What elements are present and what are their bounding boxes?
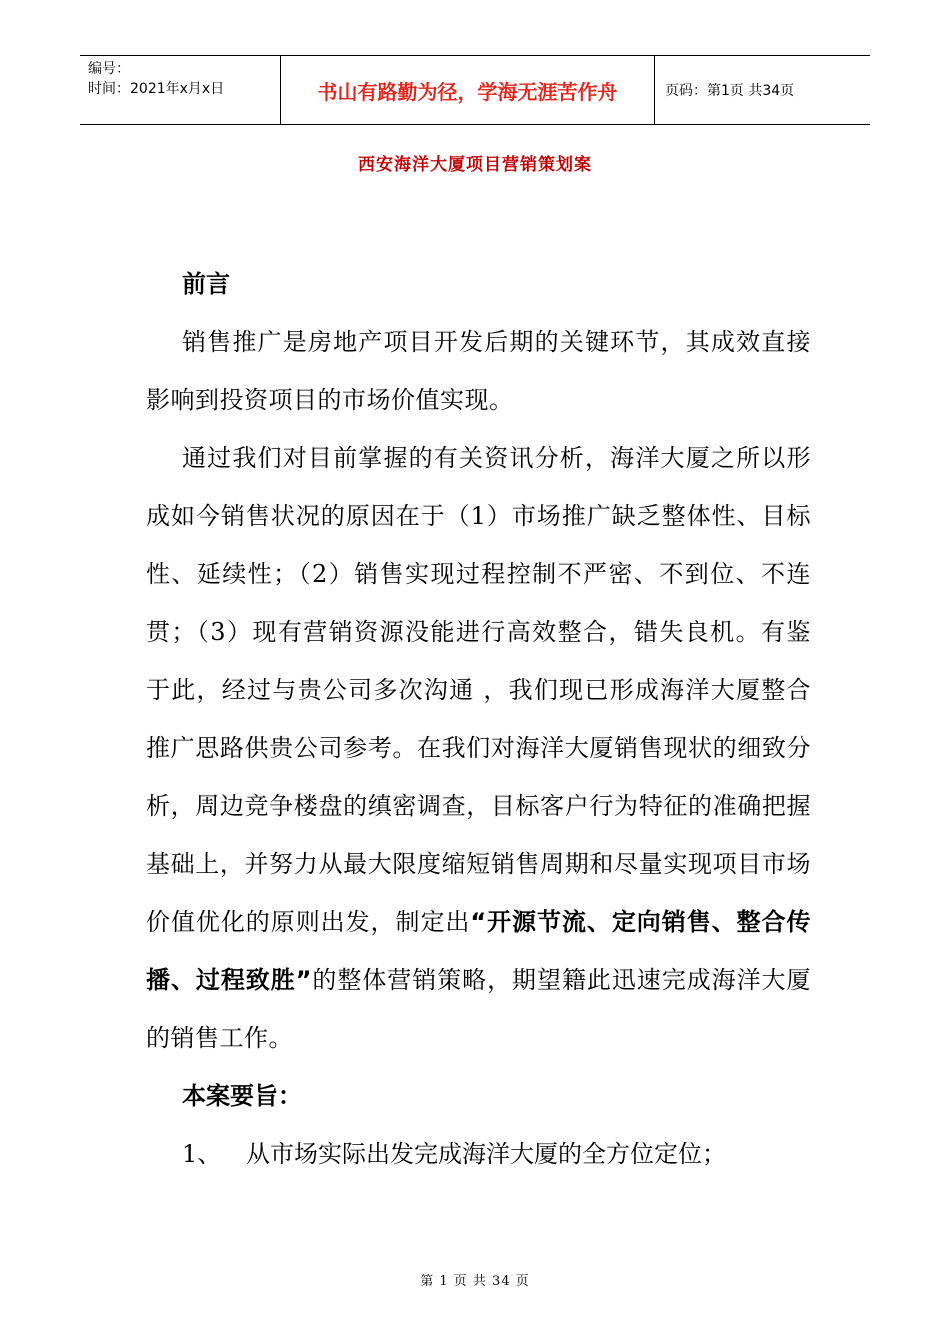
time-label: 时间：2021年x月x日 [88, 81, 225, 97]
section-heading-preface: 前言 [182, 270, 230, 298]
header-page-info [655, 56, 870, 124]
list-item-number: 1、 [182, 1140, 222, 1168]
list-item-text: 从市场实际出发完成海洋大厦的全方位定位； [246, 1140, 726, 1168]
motto-text: 书山有路勤为径，学海无涯苦作舟 [317, 79, 618, 104]
list-item [146, 1125, 811, 1183]
paragraph-intro: 销售推广是房地产项目开发后期的关键环节，其成效直接影响到投资项目的市场价值实现。 [146, 328, 811, 414]
section-heading-objectives: 本案要旨： [182, 1082, 302, 1110]
document-title: 西安海洋大厦项目营销策划案 [358, 155, 592, 175]
strategy-highlight: “开源节流、定向销售、整合传播、过程致胜” [146, 908, 811, 994]
paragraph-analysis-end: 的整体营销策略，期望籍此迅速完成海洋大厦的销售工作。 [146, 966, 811, 1052]
paragraph-analysis-text: 通过我们对目前掌握的有关资讯分析，海洋大厦之所以形成如今销售状况的原因在于（1）市场推广缺乏整体性、目标性、延续性；（2）销售实现过程控制不严密、不到位、不连贯；（3）现有营销资源没能进行高效整合，错失良机。有鉴于此，经过与贵公司多次沟通 ，我们现已形成海洋大厦整合推广思路供贵公司参考。在我们对海洋大厦销售现状的细致分析，周边竞争楼盘的缜密调查，目标客户行为特征的准确把握基础上，并努力从最大限度缩短销售周期和尽量实现项目市场价值优化的原则出发，制定出 [146, 444, 811, 936]
page-footer: 第 1 页 共 34 页 [420, 1274, 530, 1289]
document-header [80, 55, 870, 125]
header-meta [80, 56, 280, 124]
header-motto [280, 56, 655, 124]
paragraph-analysis [146, 429, 811, 1067]
document-body [146, 255, 811, 1183]
number-label: 编号： [88, 61, 130, 77]
page-info-text: 页码：第1页 共34页 [665, 83, 795, 99]
